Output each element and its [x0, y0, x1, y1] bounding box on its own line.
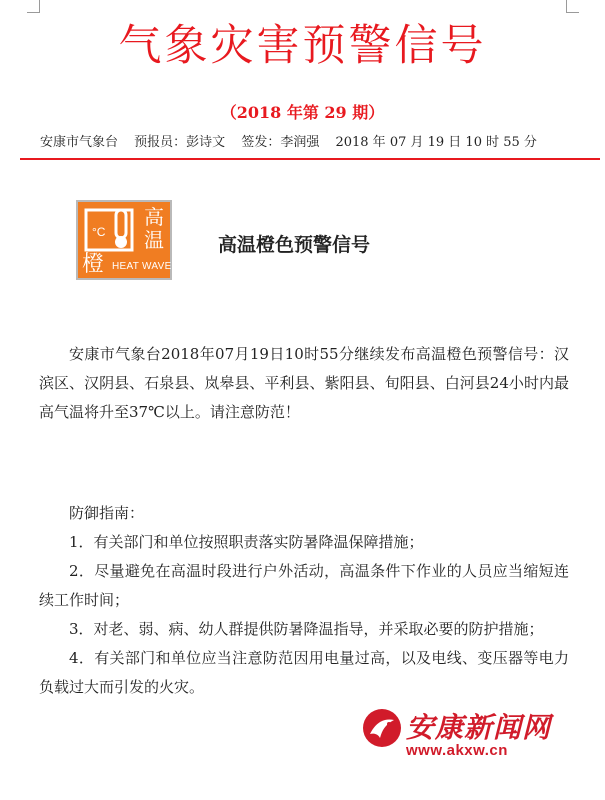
site-watermark [362, 706, 562, 766]
meta-datetime: 2018 年 07 月 19 日 10 时 55 分 [335, 135, 537, 150]
thermometer-icon [84, 208, 134, 252]
signal-char-top: 高 [144, 205, 164, 229]
watermark-site-name: 安康新闻网 [406, 711, 552, 744]
guide-item-1: 1．有关部门和单位按照职责落实防暑降温保障措施； [69, 533, 424, 551]
signal-char-mid: 温 [144, 228, 164, 252]
guide-item-2: 2．尽量避免在高温时段进行户外活动，高温条件下作业的人员应当缩短连续工作时间； [39, 562, 569, 609]
watermark-url: www.akxw.cn [406, 742, 508, 759]
document-meta [40, 133, 580, 153]
meta-forecaster: 预报员：彭诗文 [134, 135, 226, 150]
meta-issuer: 签发：李润强 [241, 135, 320, 150]
meta-station: 安康市气象台 [40, 135, 119, 150]
issue-number: （2018 年第 29 期） [220, 103, 385, 122]
page-corner-mark-left [27, 0, 40, 13]
warning-body [39, 340, 569, 427]
signal-title: 高温橙色预警信号 [218, 234, 371, 256]
page-corner-mark-right [566, 0, 579, 13]
document-title: 气象灾害预警信号 [118, 21, 487, 71]
guide-item-4: 4．有关部门和单位应当注意防范因用电量过高，以及电线、变压器等电力负载过大而引发的火灾。 [39, 649, 569, 696]
defense-guide [39, 499, 569, 702]
thermometer-label: °C [92, 225, 106, 239]
guide-item-3: 3．对老、弱、病、幼人群提供防暑降温指导，并采取必要的防护措施； [69, 620, 544, 638]
heat-wave-orange-signal-icon [76, 200, 172, 280]
guide-heading: 防御指南： [69, 504, 145, 522]
red-divider [20, 158, 600, 160]
signal-english-label: HEAT WAVE [112, 261, 172, 272]
warning-paragraph: 安康市气象台2018年07月19日10时55分继续发布高温橙色预警信号：汉滨区、汉阴县、石泉县、岚皋县、平利县、紫阳县、旬阳县、白河县24小时内最高气温将升至37℃以上。请注意防范！ [39, 345, 569, 421]
signal-char-bottom: 橙 [82, 252, 105, 277]
akxw-logo-icon [362, 708, 402, 748]
